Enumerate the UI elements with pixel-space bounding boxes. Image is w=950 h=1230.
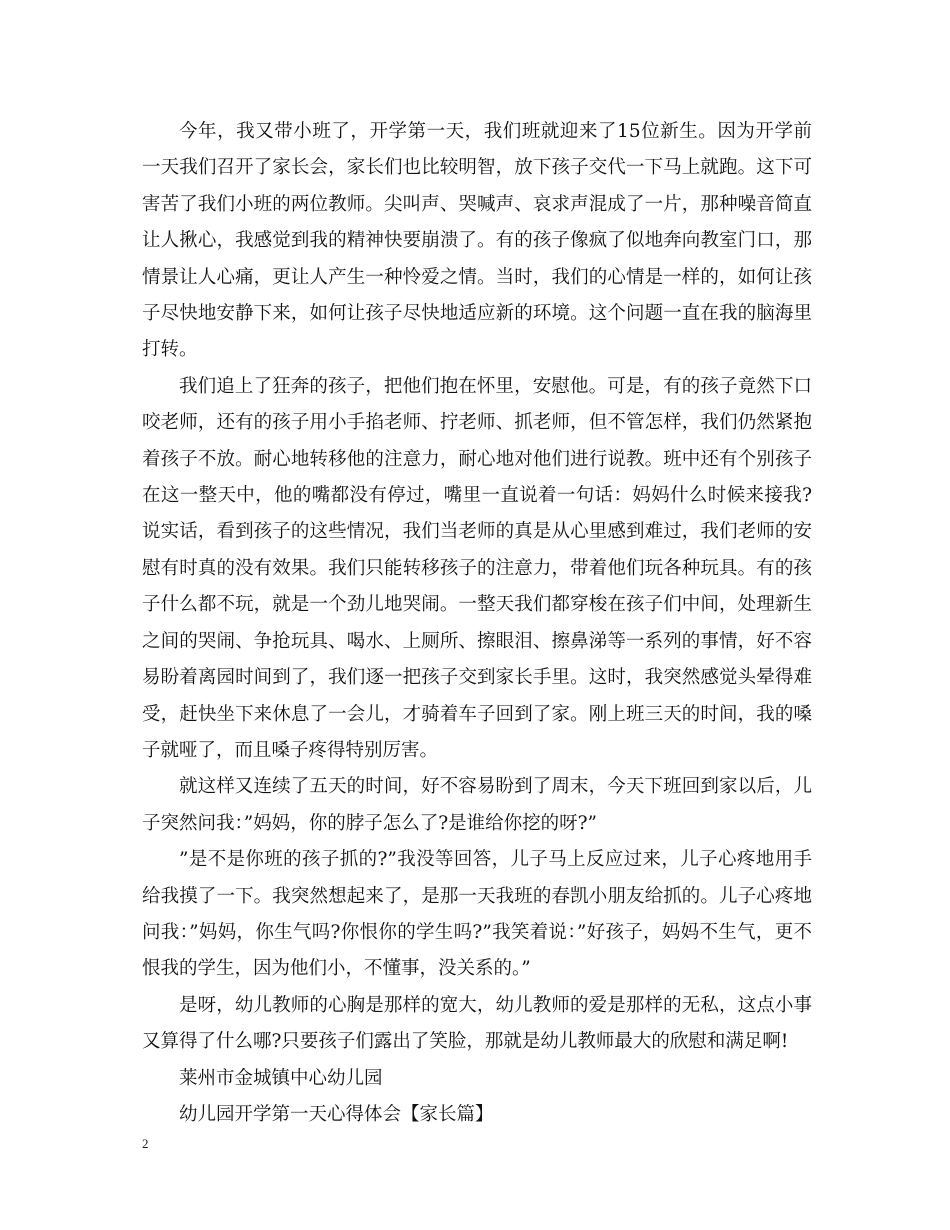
paragraph-chasing-children: 我们追上了狂奔的孩子，把他们抱在怀里，安慰他。可是，有的孩子竟然下口咬老师，还有的孩子用小手掐老师、拧老师、抓老师，但不管怎样，我们仍然紧抱着孩子不放。耐心地转移他的注意力，耐心地对他们进行说教。班中还有个别孩子在这一整天中，他的嘴都没有停过，嘴里一直说着一句话：妈妈什么时候来接我?说实话，看到孩子的这些情况，我们当老师的真是从心里感到难过，我们老师的安慰有时真的没有效果。我们只能转移孩子的注意力，带着他们玩各种玩具。有的孩子什么都不玩，就是一个劲儿地哭闹。一整天我们都穿梭在孩子们中间，处理新生之间的哭闹、争抢玩具、喝水、上厕所、擦眼泪、擦鼻涕等一系列的事情，好不容易盼着离园时间到了，我们逐一把孩子交到家长手里。这时，我突然感觉头晕得难受，赶快坐下来休息了一会儿，才骑着车子回到了家。刚上班三天的时间，我的嗓子就哑了，而且嗓子疼得特别厉害。	[142, 375, 812, 761]
paragraph-son-question: ”是不是你班的孩子抓的?”我没等回答，儿子马上反应过来，儿子心疼地用手给我摸了一下。我突然想起来了，是那一天我班的春凯小朋友给抓的。儿子心疼地问我：”妈妈，你生气吗?你恨你的学生吗?”我笑着说：”好孩子，妈妈不生气，更不恨我的学生，因为他们小，不懂事，没关系的。”	[142, 849, 812, 980]
paragraph-weekend: 就这样又连续了五天的时间，好不容易盼到了周末，今天下班回到家以后，儿子突然问我：”妈妈，你的脖子怎么了?是谁给你挖的呀?”	[142, 776, 812, 834]
document-body	[142, 114, 812, 1133]
page-number: 2	[142, 1136, 149, 1151]
paragraph-conclusion: 是呀，幼儿教师的心胸是那样的宽大，幼儿教师的爱是那样的无私，这点小事又算得了什么哪?只要孩子们露出了笑脸，那就是幼儿教师最大的欣慰和满足啊!	[142, 994, 812, 1053]
next-article-title: 幼儿园开学第一天心得体会【家长篇】	[179, 1103, 494, 1125]
author-affiliation: 莱州市金城镇中心幼儿园	[179, 1067, 383, 1089]
paragraph-first-day: 今年，我又带小班了，开学第一天，我们班就迎来了15位新生。因为开学前一天我们召开了家长会，家长们也比较明智，放下孩子交代一下马上就跑。这下可害苦了我们小班的两位教师。尖叫声、哭喊声、哀求声混成了一片，那种噪音简直让人揪心，我感觉到我的精神快要崩溃了。有的孩子像疯了似地奔向教室门口，那情景让人心痛，更让人产生一种怜爱之情。当时，我们的心情是一样的，如何让孩子尽快地安静下来，如何让孩子尽快地适应新的环境。这个问题一直在我的脑海里打转。	[142, 121, 812, 361]
